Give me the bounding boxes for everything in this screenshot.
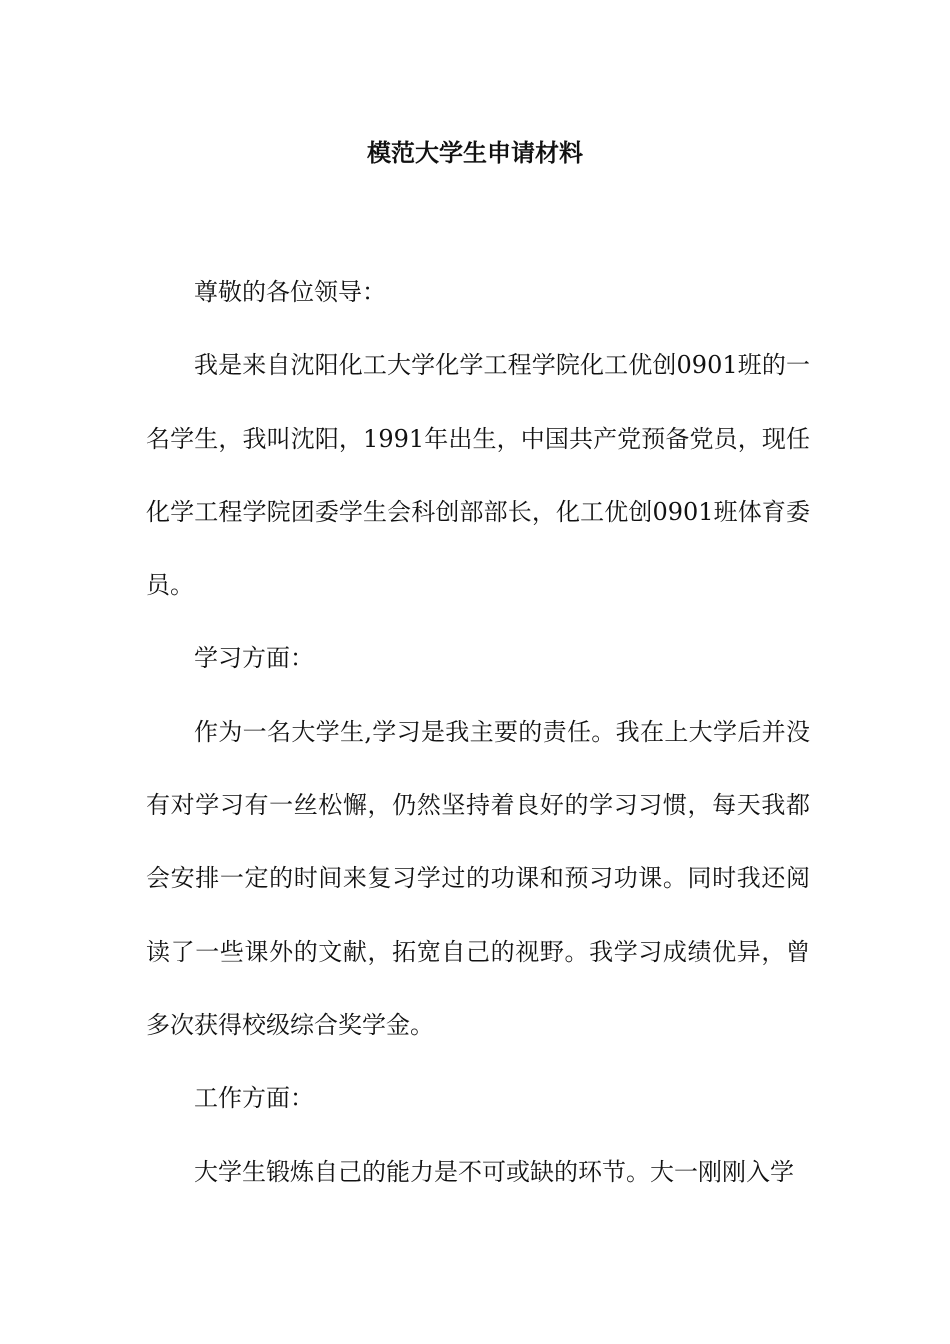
introduction-paragraph: 我是来自沈阳化工大学化学工程学院化工优创0901班的一名学生，我叫沈阳，1991年出生，中国共产党预备党员，现任化学工程学院团委学生会科创部部长，化工优创0901班体育委员。: [146, 351, 810, 600]
study-heading: 学习方面：: [194, 644, 314, 673]
work-heading: 工作方面：: [194, 1084, 314, 1113]
salutation-paragraph: 尊敬的各位领导：: [194, 278, 386, 306]
document-body: [146, 256, 810, 1209]
document-title: 模范大学生申请材料: [367, 138, 583, 167]
work-paragraph: 大学生锻炼自己的能力是不可或缺的环节。大一刚刚入学: [194, 1157, 794, 1186]
study-paragraph: 作为一名大学生,学习是我主要的责任。我在上大学后并没有对学习有一丝松懈，仍然坚持着良好的学习习惯，每天我都会安排一定的时间来复习学过的功课和预习功课。同时我还阅读了一些课外的文献，拓宽自己的视野。我学习成绩优异，曾多次获得校级综合奖学金。: [146, 717, 810, 1039]
